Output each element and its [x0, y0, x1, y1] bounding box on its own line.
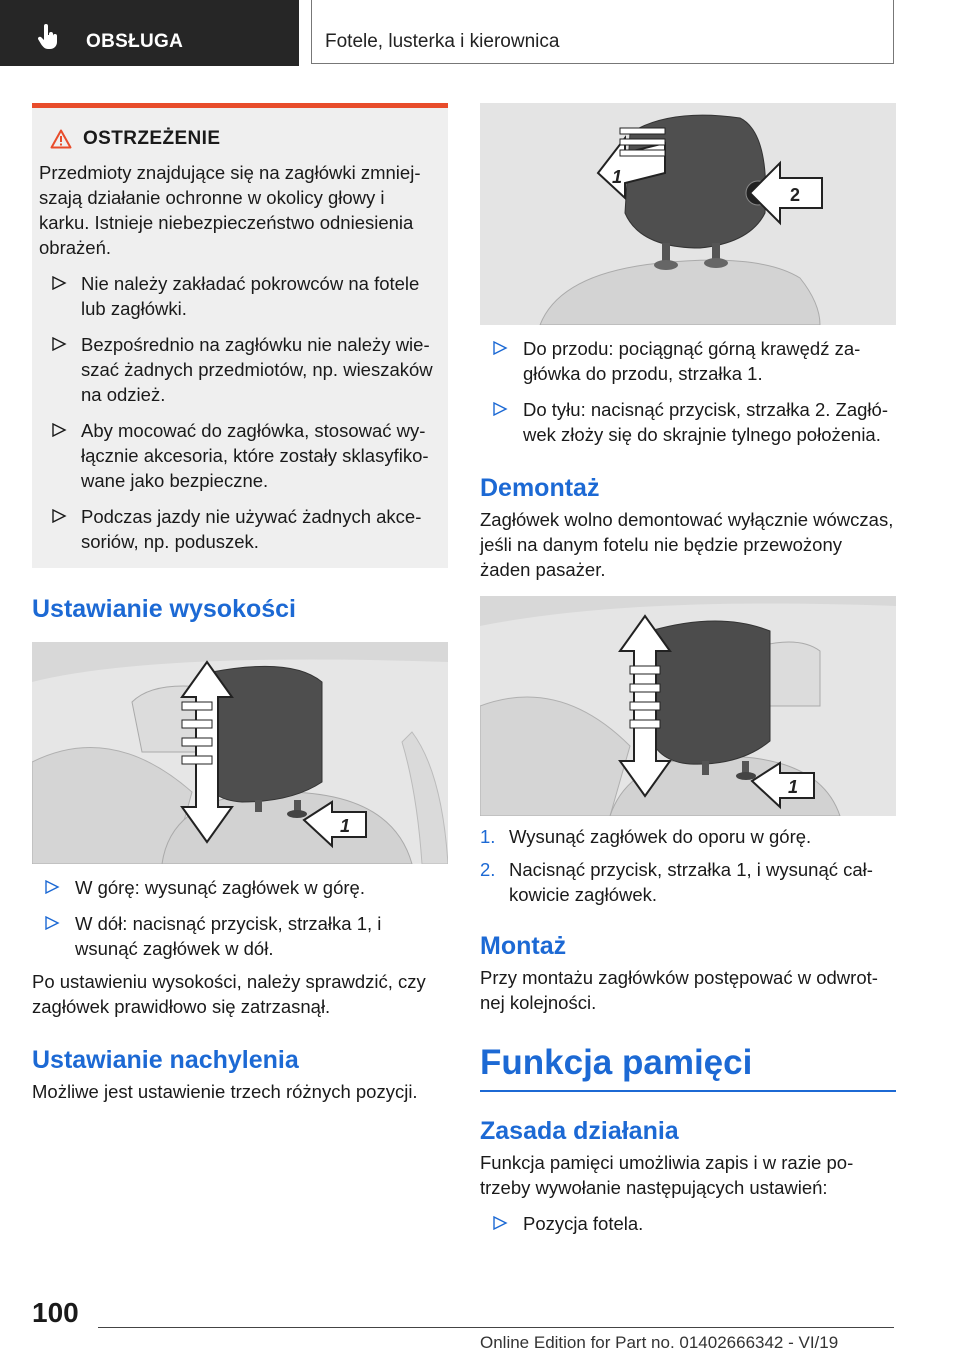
headrest-removal-drawing [480, 596, 896, 816]
footer-rule [98, 1327, 894, 1328]
mounting-text: Przy montażu zagłówków postępować w odwrotnej kolejności. [480, 967, 878, 1013]
memory-title: Funkcja pamięci [480, 1043, 753, 1082]
chapter-title: Fotele, lusterka i kierownica [325, 31, 560, 52]
hand-pointer-icon [38, 24, 60, 50]
removal-steps [480, 824, 896, 907]
list-item: Bezpośrednio na zagłówku nie należy wieszać żadnych przedmiotów, np. wieszaków na odzież. [39, 332, 440, 407]
bullet-triangle-icon [44, 880, 60, 894]
section-label: OBSŁUGA [86, 31, 184, 52]
list-item: Podczas jazdy nie używać żadnych akcesoriów, np. poduszek. [39, 504, 440, 554]
warning-title-row [50, 128, 440, 150]
list-item: 1. Wysunąć zagłówek do oporu w górę. [480, 826, 812, 847]
right-column [480, 103, 896, 1236]
headrest-height-drawing [32, 642, 448, 864]
list-item: W dół: nacisnąć przycisk, strzałka 1, i wsunąć zagłówek w dół. [32, 911, 448, 961]
warning-title: OSTRZEŻENIE [83, 128, 221, 149]
callout-1: 1 [340, 816, 351, 836]
tilt-list [480, 336, 896, 447]
bullet-triangle-icon [44, 916, 60, 930]
page-number: 100 [32, 1297, 79, 1328]
principle-heading: Zasada działania [480, 1116, 679, 1145]
warning-triangle-icon [50, 129, 72, 149]
bullet-triangle-icon [51, 509, 67, 523]
headrest-tilt-drawing [480, 103, 896, 325]
height-note: Po ustawieniu wysokości, należy sprawdzić, czy zagłówek prawidłowo się zatrzasnął. [32, 971, 426, 1017]
height-heading: Ustawianie wysokości [32, 595, 297, 623]
removal-intro: Zagłówek wolno demontować wyłącznie wówczas, jeśli na danym fotelu nie będzie przewożony żaden pasażer. [480, 509, 894, 580]
callout-1: 1 [612, 167, 623, 187]
title-rule [480, 1090, 896, 1092]
section-tab[interactable] [0, 0, 299, 66]
list-item: Aby mocować do zagłówka, stosować wyłącznie akcesoria, które zostały sklasyfikowane jako bezpieczne. [39, 418, 440, 493]
bullet-triangle-icon [51, 337, 67, 351]
mounting-heading: Montaż [480, 932, 567, 960]
removal-heading: Demontaż [480, 474, 600, 502]
warning-box [32, 103, 448, 568]
warning-text: Przedmioty znajdujące się na zagłówki zmniejszają działanie ochronne w okolicy głowy i karku. Istnieje niebezpieczeństwo odniesienia obrażeń. [39, 162, 421, 258]
warning-list [39, 271, 440, 554]
headrest-removal-illustration [480, 596, 896, 816]
height-list [32, 875, 448, 961]
headrest-height-illustration [32, 642, 448, 864]
list-item: Pozycja fotela. [480, 1211, 896, 1236]
bullet-triangle-icon [492, 402, 508, 416]
left-column [32, 103, 448, 1104]
headrest-tilt-illustration [480, 103, 896, 325]
list-item: 2. Nacisnąć przycisk, strzałka 1, i wysunąć całkowicie zagłówek. [480, 859, 873, 905]
bullet-triangle-icon [492, 1216, 508, 1230]
footer-edition: Online Edition for Part no. 01402666342 - VI/19 [480, 1333, 839, 1352]
list-item: Do przodu: pociągnąć górną krawędź zagłówka do przodu, strzałka 1. [480, 336, 896, 386]
tilt-heading: Ustawianie nachylenia [32, 1046, 299, 1074]
bullet-triangle-icon [51, 423, 67, 437]
callout-1: 1 [788, 777, 799, 797]
principle-text: Funkcja pamięci umożliwia zapis i w razie potrzeby wywołanie następujących ustawień: [480, 1151, 854, 1198]
list-item: W górę: wysunąć zagłówek w górę. [32, 875, 448, 900]
list-item: Nie należy zakładać pokrowców na fotele lub zagłówki. [39, 271, 440, 321]
bullet-triangle-icon [51, 276, 67, 290]
chapter-header [311, 0, 894, 64]
tilt-intro: Możliwe jest ustawienie trzech różnych pozycji. [32, 1081, 418, 1102]
callout-2: 2 [790, 185, 801, 205]
memory-list [480, 1211, 896, 1236]
bullet-triangle-icon [492, 341, 508, 355]
list-item: Do tyłu: nacisnąć przycisk, strzałka 2. Zagłówek złoży się do skrajnie tylnego położenia. [480, 397, 896, 447]
